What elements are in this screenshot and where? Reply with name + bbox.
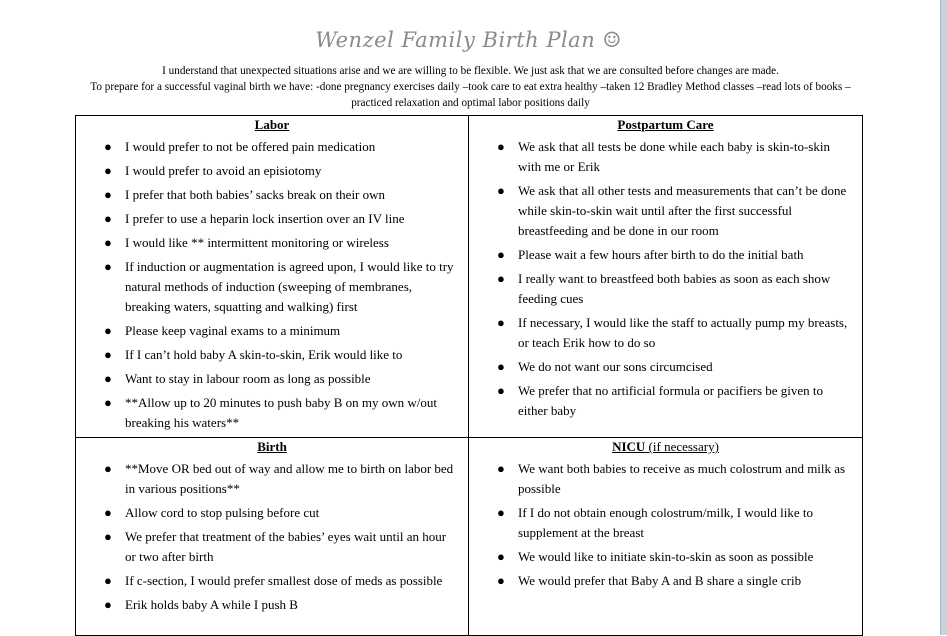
list-item bbox=[76, 161, 468, 181]
list-item bbox=[469, 313, 862, 353]
list-item bbox=[76, 369, 468, 389]
bullet-icon: ● bbox=[104, 323, 112, 338]
list-item-text: **Move OR bed out of way and allow me to birth on labor bed in various positions** bbox=[125, 461, 454, 496]
list-item-text: I would prefer to avoid an episiotomy bbox=[125, 163, 322, 178]
bullet-icon: ● bbox=[104, 235, 112, 250]
list-item-text: Want to stay in labour room as long as possible bbox=[125, 371, 371, 386]
document-title: Wenzel Family Birth Plan ☺ bbox=[315, 28, 622, 52]
vertical-scrollbar[interactable] bbox=[940, 0, 947, 635]
bullet-icon: ● bbox=[104, 573, 112, 588]
bullet-icon: ● bbox=[104, 395, 112, 410]
list-item bbox=[76, 345, 468, 365]
birth-plan-table bbox=[75, 115, 863, 636]
intro-line-flexible: I understand that unexpected situations arise and we are willing to be flexible. We just ask that we are consulted before changes are made. bbox=[162, 65, 779, 77]
list-item bbox=[76, 321, 468, 341]
list-item bbox=[76, 503, 468, 523]
bullet-icon: ● bbox=[497, 183, 505, 198]
bullet-icon: ● bbox=[104, 597, 112, 612]
list-item bbox=[469, 459, 862, 499]
birth-cell bbox=[76, 438, 469, 636]
list-item bbox=[469, 381, 862, 421]
nicu-heading bbox=[469, 439, 862, 455]
bullet-icon: ● bbox=[497, 549, 505, 564]
bullet-icon: ● bbox=[104, 211, 112, 226]
list-item-text: I prefer to use a heparin lock insertion over an IV line bbox=[125, 211, 405, 226]
bullet-icon: ● bbox=[497, 383, 505, 398]
list-item-text: We ask that all other tests and measurements that can’t be done while skin-to-skin wait until after the first successful breastfeeding and be done in our room bbox=[518, 183, 847, 238]
list-item-text: We want both babies to receive as much colostrum and milk as possible bbox=[518, 461, 846, 496]
nicu-heading-label: NICU bbox=[612, 439, 646, 454]
list-item-text: We prefer that treatment of the babies’ eyes wait until an hour or two after birth bbox=[125, 529, 447, 564]
postpartum-heading: Postpartum Care bbox=[617, 117, 714, 132]
list-item-text: Allow cord to stop pulsing before cut bbox=[125, 505, 320, 520]
list-item-text: If c-section, I would prefer smallest dose of meds as possible bbox=[125, 573, 443, 588]
list-item bbox=[469, 269, 862, 309]
bullet-icon: ● bbox=[104, 371, 112, 386]
bullet-icon: ● bbox=[497, 247, 505, 262]
nicu-cell bbox=[469, 438, 863, 636]
bullet-icon: ● bbox=[104, 461, 112, 476]
list-item bbox=[469, 503, 862, 543]
bullet-icon: ● bbox=[497, 271, 505, 286]
list-item bbox=[76, 185, 468, 205]
list-item bbox=[76, 257, 468, 317]
list-item bbox=[76, 233, 468, 253]
list-item-text: I would prefer to not be offered pain medication bbox=[125, 139, 376, 154]
labor-list bbox=[76, 137, 468, 433]
list-item-text: If necessary, I would like the staff to actually pump my breasts, or teach Erik how to do so bbox=[518, 315, 848, 350]
labor-heading: Labor bbox=[254, 117, 290, 132]
bullet-icon: ● bbox=[104, 347, 112, 362]
list-item bbox=[469, 245, 862, 265]
list-item-text: We prefer that no artificial formula or pacifiers be given to either baby bbox=[518, 383, 824, 418]
bullet-icon: ● bbox=[104, 505, 112, 520]
list-item-text: We ask that all tests be done while each baby is skin-to-skin with me or Erik bbox=[518, 139, 830, 174]
labor-cell bbox=[76, 116, 469, 438]
list-item-text: I really want to breastfeed both babies as soon as each show feeding cues bbox=[518, 271, 831, 306]
list-item bbox=[76, 571, 468, 591]
bullet-icon: ● bbox=[497, 359, 505, 374]
bullet-icon: ● bbox=[497, 505, 505, 520]
list-item-text: We would like to initiate skin-to-skin as soon as possible bbox=[518, 549, 814, 564]
bullet-icon: ● bbox=[104, 187, 112, 202]
bullet-icon: ● bbox=[497, 461, 505, 476]
list-item bbox=[469, 181, 862, 241]
list-item-text: **Allow up to 20 minutes to push baby B on my own w/out breaking his waters** bbox=[125, 395, 437, 430]
list-item-text: If induction or augmentation is agreed upon, I would like to try natural methods of induction (sweeping of membranes, breaking waters, squatting and walking) first bbox=[125, 259, 454, 314]
postpartum-list bbox=[469, 137, 862, 421]
nicu-heading-suffix: (if necessary) bbox=[645, 439, 719, 454]
intro-text bbox=[76, 63, 865, 111]
bullet-icon: ● bbox=[497, 139, 505, 154]
list-item bbox=[469, 547, 862, 567]
bullet-icon: ● bbox=[104, 139, 112, 154]
list-item-text: I would like ** intermittent monitoring or wireless bbox=[125, 235, 389, 250]
bullet-icon: ● bbox=[497, 573, 505, 588]
list-item bbox=[469, 137, 862, 177]
list-item-text: If I can’t hold baby A skin-to-skin, Erik would like to bbox=[125, 347, 403, 362]
birth-list bbox=[76, 459, 468, 615]
intro-line-preparation: To prepare for a successful vaginal birth we have: -done pregnancy exercises daily –took care to eat extra healthy –taken 12 Bradley Method classes –read lots of books –practiced relaxation and optimal labor positions daily bbox=[90, 81, 851, 109]
list-item-text: If I do not obtain enough colostrum/milk, I would like to supplement at the breast bbox=[518, 505, 813, 540]
list-item-text: Please keep vaginal exams to a minimum bbox=[125, 323, 341, 338]
bullet-icon: ● bbox=[104, 259, 112, 274]
list-item-text: Please wait a few hours after birth to do the initial bath bbox=[518, 247, 804, 262]
list-item bbox=[469, 571, 862, 591]
bullet-icon: ● bbox=[104, 529, 112, 544]
list-item bbox=[76, 527, 468, 567]
list-item bbox=[76, 393, 468, 433]
birth-heading: Birth bbox=[257, 439, 287, 454]
list-item-text: We would prefer that Baby A and B share a single crib bbox=[518, 573, 802, 588]
list-item-text: Erik holds baby A while I push B bbox=[125, 597, 298, 612]
list-item bbox=[76, 459, 468, 499]
list-item bbox=[76, 209, 468, 229]
list-item-text: I prefer that both babies’ sacks break on their own bbox=[125, 187, 386, 202]
list-item bbox=[76, 595, 468, 615]
list-item bbox=[76, 137, 468, 157]
bullet-icon: ● bbox=[497, 315, 505, 330]
list-item-text: We do not want our sons circumcised bbox=[518, 359, 713, 374]
postpartum-cell bbox=[469, 116, 863, 438]
bullet-icon: ● bbox=[104, 163, 112, 178]
nicu-list bbox=[469, 459, 862, 591]
list-item bbox=[469, 357, 862, 377]
